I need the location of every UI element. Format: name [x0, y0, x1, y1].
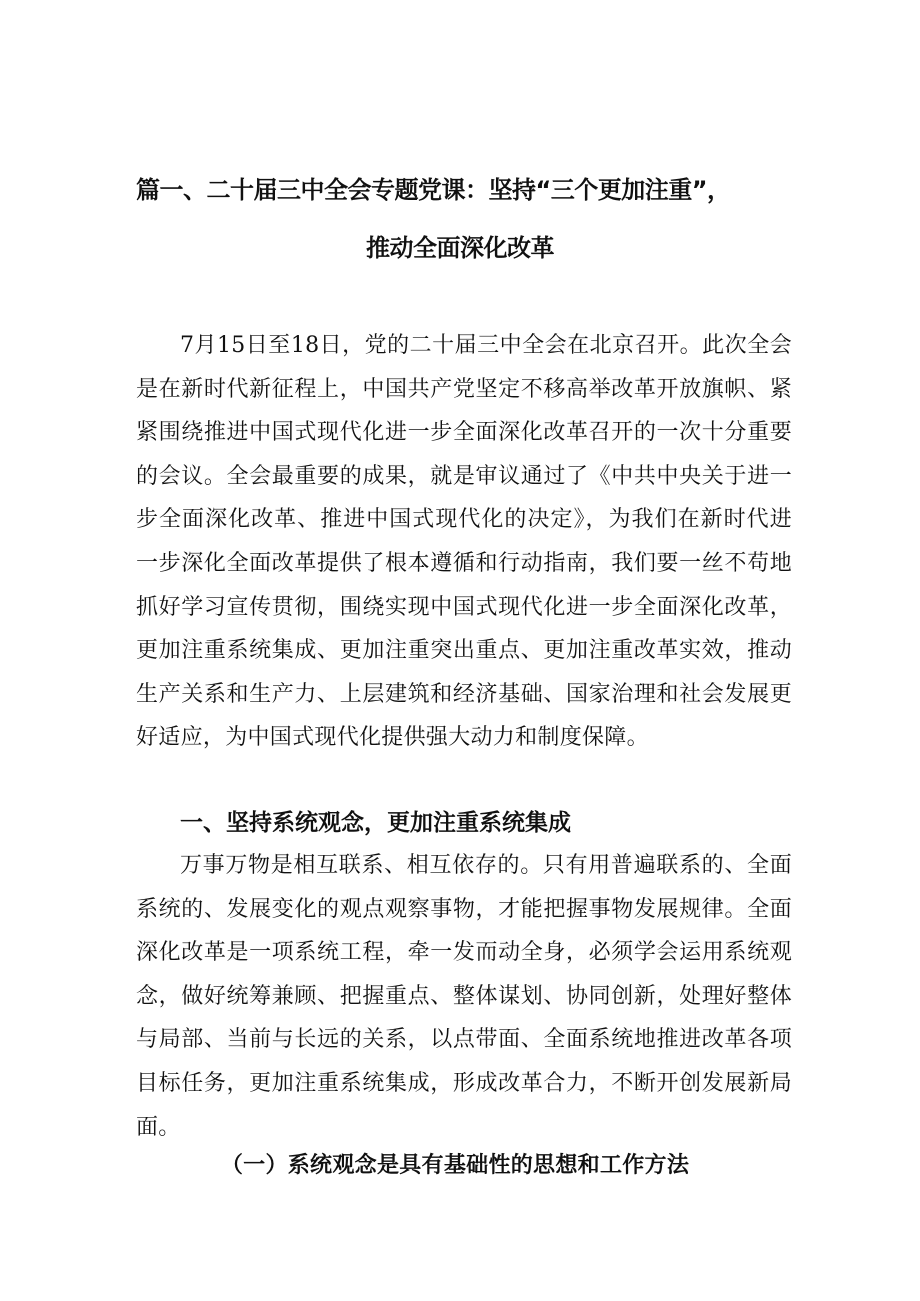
document-title-line-2: 推动全面深化改革	[366, 234, 554, 262]
document-title-line-1: 篇一、二十届三中全会专题党课：坚持“三个更加注重”，	[136, 176, 731, 204]
section-paragraph: 万事万物是相互联系、相互依存的。只有用普遍联系的、全面系统的、发展变化的观点观察事物，才能把握事物发展规律。全面深化改革是一项系统工程，牵一发而动全身，必须学会运用系统观念，做好统筹兼顾、把握重点、整体谋划、协同创新，处理好整体与局部、当前与长远的关系，以点带面、全面系统地推进改革各项目标任务，更加注重系统集成，形成改革合力，不断开创发展新局面。	[136, 853, 792, 1140]
subsection-heading: （一）系统观念是具有基础性的思想和工作方法	[220, 1152, 690, 1178]
intro-paragraph: 7月15日至18日，党的二十届三中全会在北京召开。此次全会是在新时代新征程上，中国共产党坚定不移高举改革开放旗帜、紧紧围绕推进中国式现代化进一步全面深化改革召开的一次十分重要的会议。全会最重要的成果，就是审议通过了《中共中央关于进一步全面深化改革、推进中国式现代化的决定》，为我们在新时代进一步深化全面改革提供了根本遵循和行动指南，我们要一丝不苟地抓好学习宣传贯彻，围绕实现中国式现代化进一步全面深化改革，更加注重系统集成、更加注重突出重点、更加注重改革实效，推动生产关系和生产力、上层建筑和经济基础、国家治理和社会发展更好适应，为中国式现代化提供强大动力和制度保障。	[136, 333, 792, 751]
section-heading: 一、坚持系统观念，更加注重系统集成	[180, 810, 571, 836]
